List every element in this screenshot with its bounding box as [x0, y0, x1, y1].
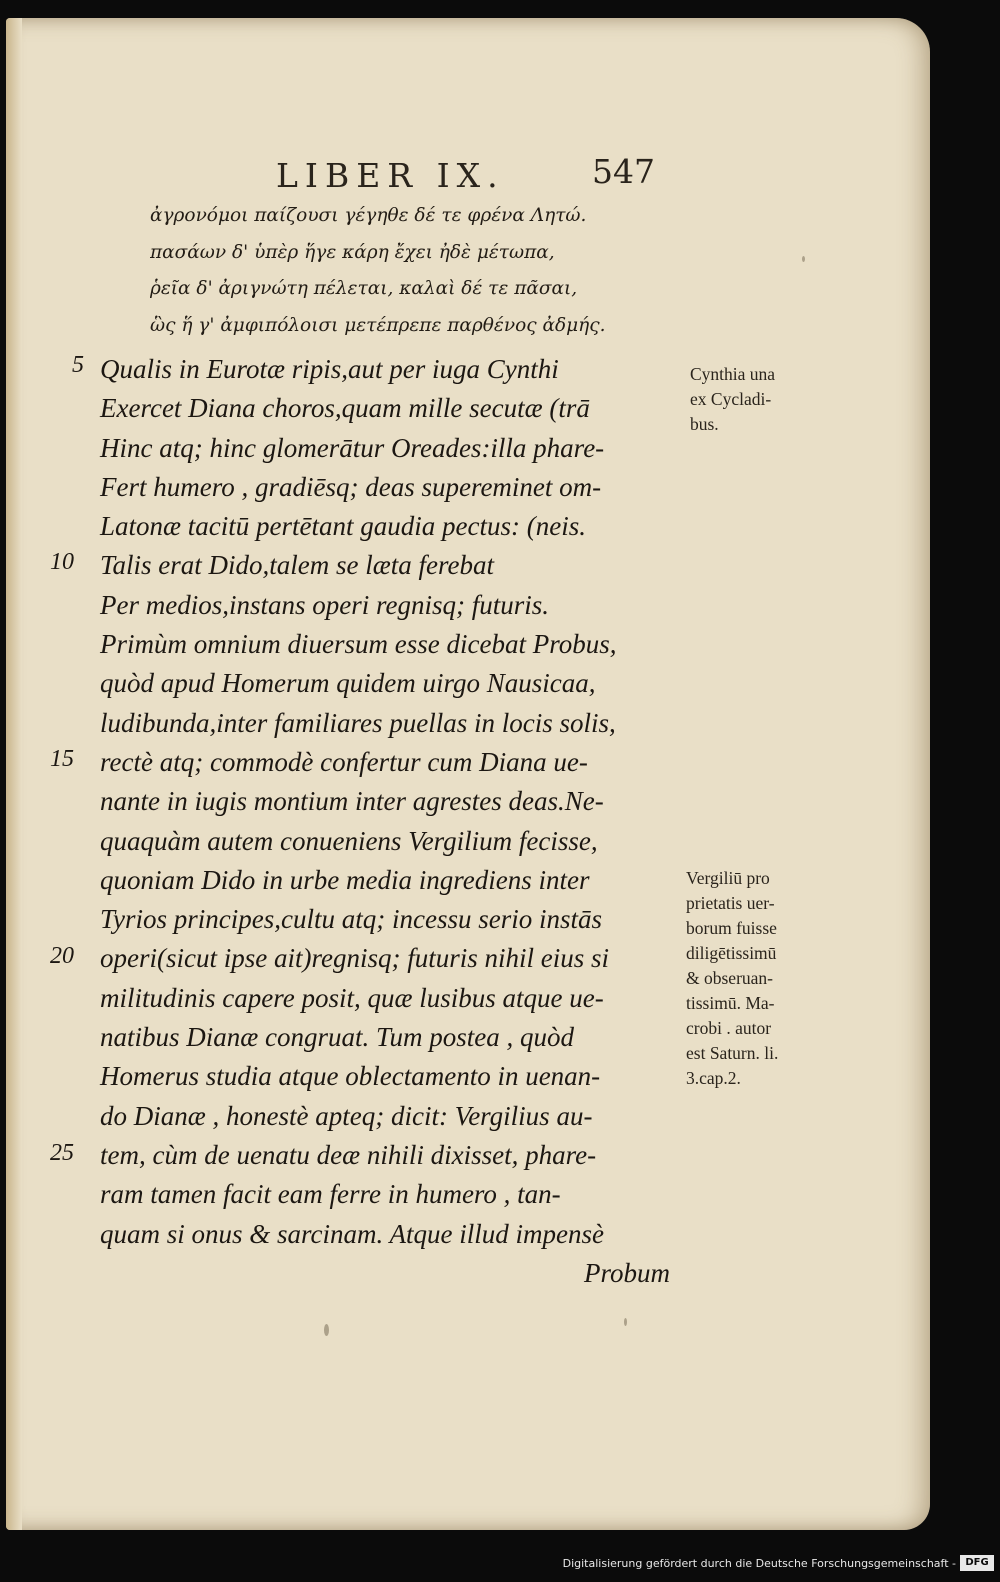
catchword: Probum — [584, 1257, 670, 1288]
text-line: Latonæ tacitū pertētant gaudia pectus: (neis. — [100, 511, 586, 542]
margin-note-line: diligētissimū — [686, 943, 777, 963]
margin-note-line: prietatis uer- — [686, 893, 775, 913]
margin-note-line: 3.cap.2. — [686, 1068, 741, 1088]
margin-note-line: borum fuisse — [686, 918, 777, 938]
margin-note-line: & obseruan- — [686, 968, 773, 988]
text-line: rectè atq; commodè confertur cum Diana ue- — [100, 746, 588, 777]
text-line: Qualis in Eurotæ ripis,aut per iuga Cynthi — [100, 354, 559, 384]
page-number: 547 — [592, 152, 655, 191]
dfg-logo: DFG — [960, 1555, 994, 1571]
margin-note-cynthia — [690, 362, 775, 437]
margin-note-line: bus. — [690, 414, 719, 434]
greek-line: ῥεῖα δ' ἀριγνώτη πέλεται, καλαὶ δέ τε πᾶσαι, — [150, 278, 578, 299]
line-number: 15 — [50, 746, 74, 772]
greek-quotation — [150, 198, 650, 344]
line-number: 20 — [50, 943, 74, 969]
text-line: operi(sicut ipse ait)regnisq; futuris nihil eius si — [100, 943, 609, 974]
text-line: tem, cùm de uenatu deæ nihili dixisset, phare- — [100, 1139, 597, 1170]
margin-note-line: ex Cycladi- — [690, 389, 772, 409]
greek-line: ὣς ἥ γ' ἀμφιπόλοισι μετέπρεπε παρθένος ἀδμής. — [150, 314, 606, 336]
line-number: 25 — [50, 1140, 74, 1166]
running-title: LIBER IX. — [276, 156, 505, 195]
greek-line: πασάων δ' ὑπὲρ ἥγε κάρη ἔχει ἠδὲ μέτωπα, — [150, 241, 555, 263]
text-line: nante in iugis montium inter agrestes deas.Ne- — [100, 786, 604, 817]
text-line: Tyrios principes,cultu atq; incessu serio instās — [100, 904, 602, 935]
text-line: Talis erat Dido,talem se læta ferebat — [100, 550, 495, 581]
text-line: Hinc atq; hinc glomerātur Oreades:illa phare- — [100, 432, 605, 463]
text-line: militudinis capere posit, quæ lusibus atque ue- — [100, 982, 604, 1013]
ink-spot — [802, 256, 805, 262]
text-line: natibus Dianæ congruat. Tum postea , quòd — [100, 1022, 575, 1053]
text-line: Homerus studia atque oblectamento in uenan- — [100, 1061, 601, 1092]
text-line: quam si onus & sarcinam. Atque illud impensè — [100, 1218, 604, 1249]
ink-spot — [324, 1324, 329, 1336]
margin-note-line: Cynthia una — [690, 364, 776, 384]
text-line: quòd apud Homerum quidem uirgo Nausicaa, — [100, 668, 596, 699]
greek-line: ἀγρονόμοι παίζουσι γέγηθε δέ τε φρένα Λητώ. — [150, 205, 587, 226]
text-line: do Dianæ , honestè apteq; dicit: Vergilius au- — [100, 1100, 593, 1131]
margin-note-line: est Saturn. li. — [686, 1043, 779, 1063]
ink-spot — [624, 1318, 627, 1326]
margin-note-line: crobi . autor — [686, 1018, 772, 1038]
footer-bar — [0, 1549, 1000, 1582]
text-line: ludibunda,inter familiares puellas in locis solis, — [100, 707, 616, 738]
text-line: ram tamen facit eam ferre in humero , tan- — [100, 1179, 561, 1210]
page-spine-shadow — [6, 18, 22, 1530]
funding-credit: Digitalisierung gefördert durch die Deutsche Forschungsgemeinschaft - — [562, 1557, 956, 1570]
text-line: Fert humero , gradiēsq; deas supereminet om- — [100, 471, 602, 502]
text-line: quaquàm autem conueniens Vergilium fecisse, — [100, 825, 598, 856]
text-line: quoniam Dido in urbe media ingrediens inter — [100, 864, 590, 895]
margin-note-line: tissimū. Ma- — [686, 993, 775, 1013]
margin-note-vergilius — [686, 866, 778, 1091]
main-text-block — [100, 350, 678, 1293]
text-line: Exercet Diana choros,quam mille secutæ (trā — [100, 393, 590, 424]
text-line: Per medios,instans operi regnisq; futuris. — [100, 589, 549, 620]
margin-note-line: Vergiliū pro — [686, 868, 770, 888]
line-number: 5 — [72, 352, 84, 378]
line-number: 10 — [50, 549, 74, 575]
text-line: Primùm omnium diuersum esse dicebat Probus, — [100, 629, 617, 660]
